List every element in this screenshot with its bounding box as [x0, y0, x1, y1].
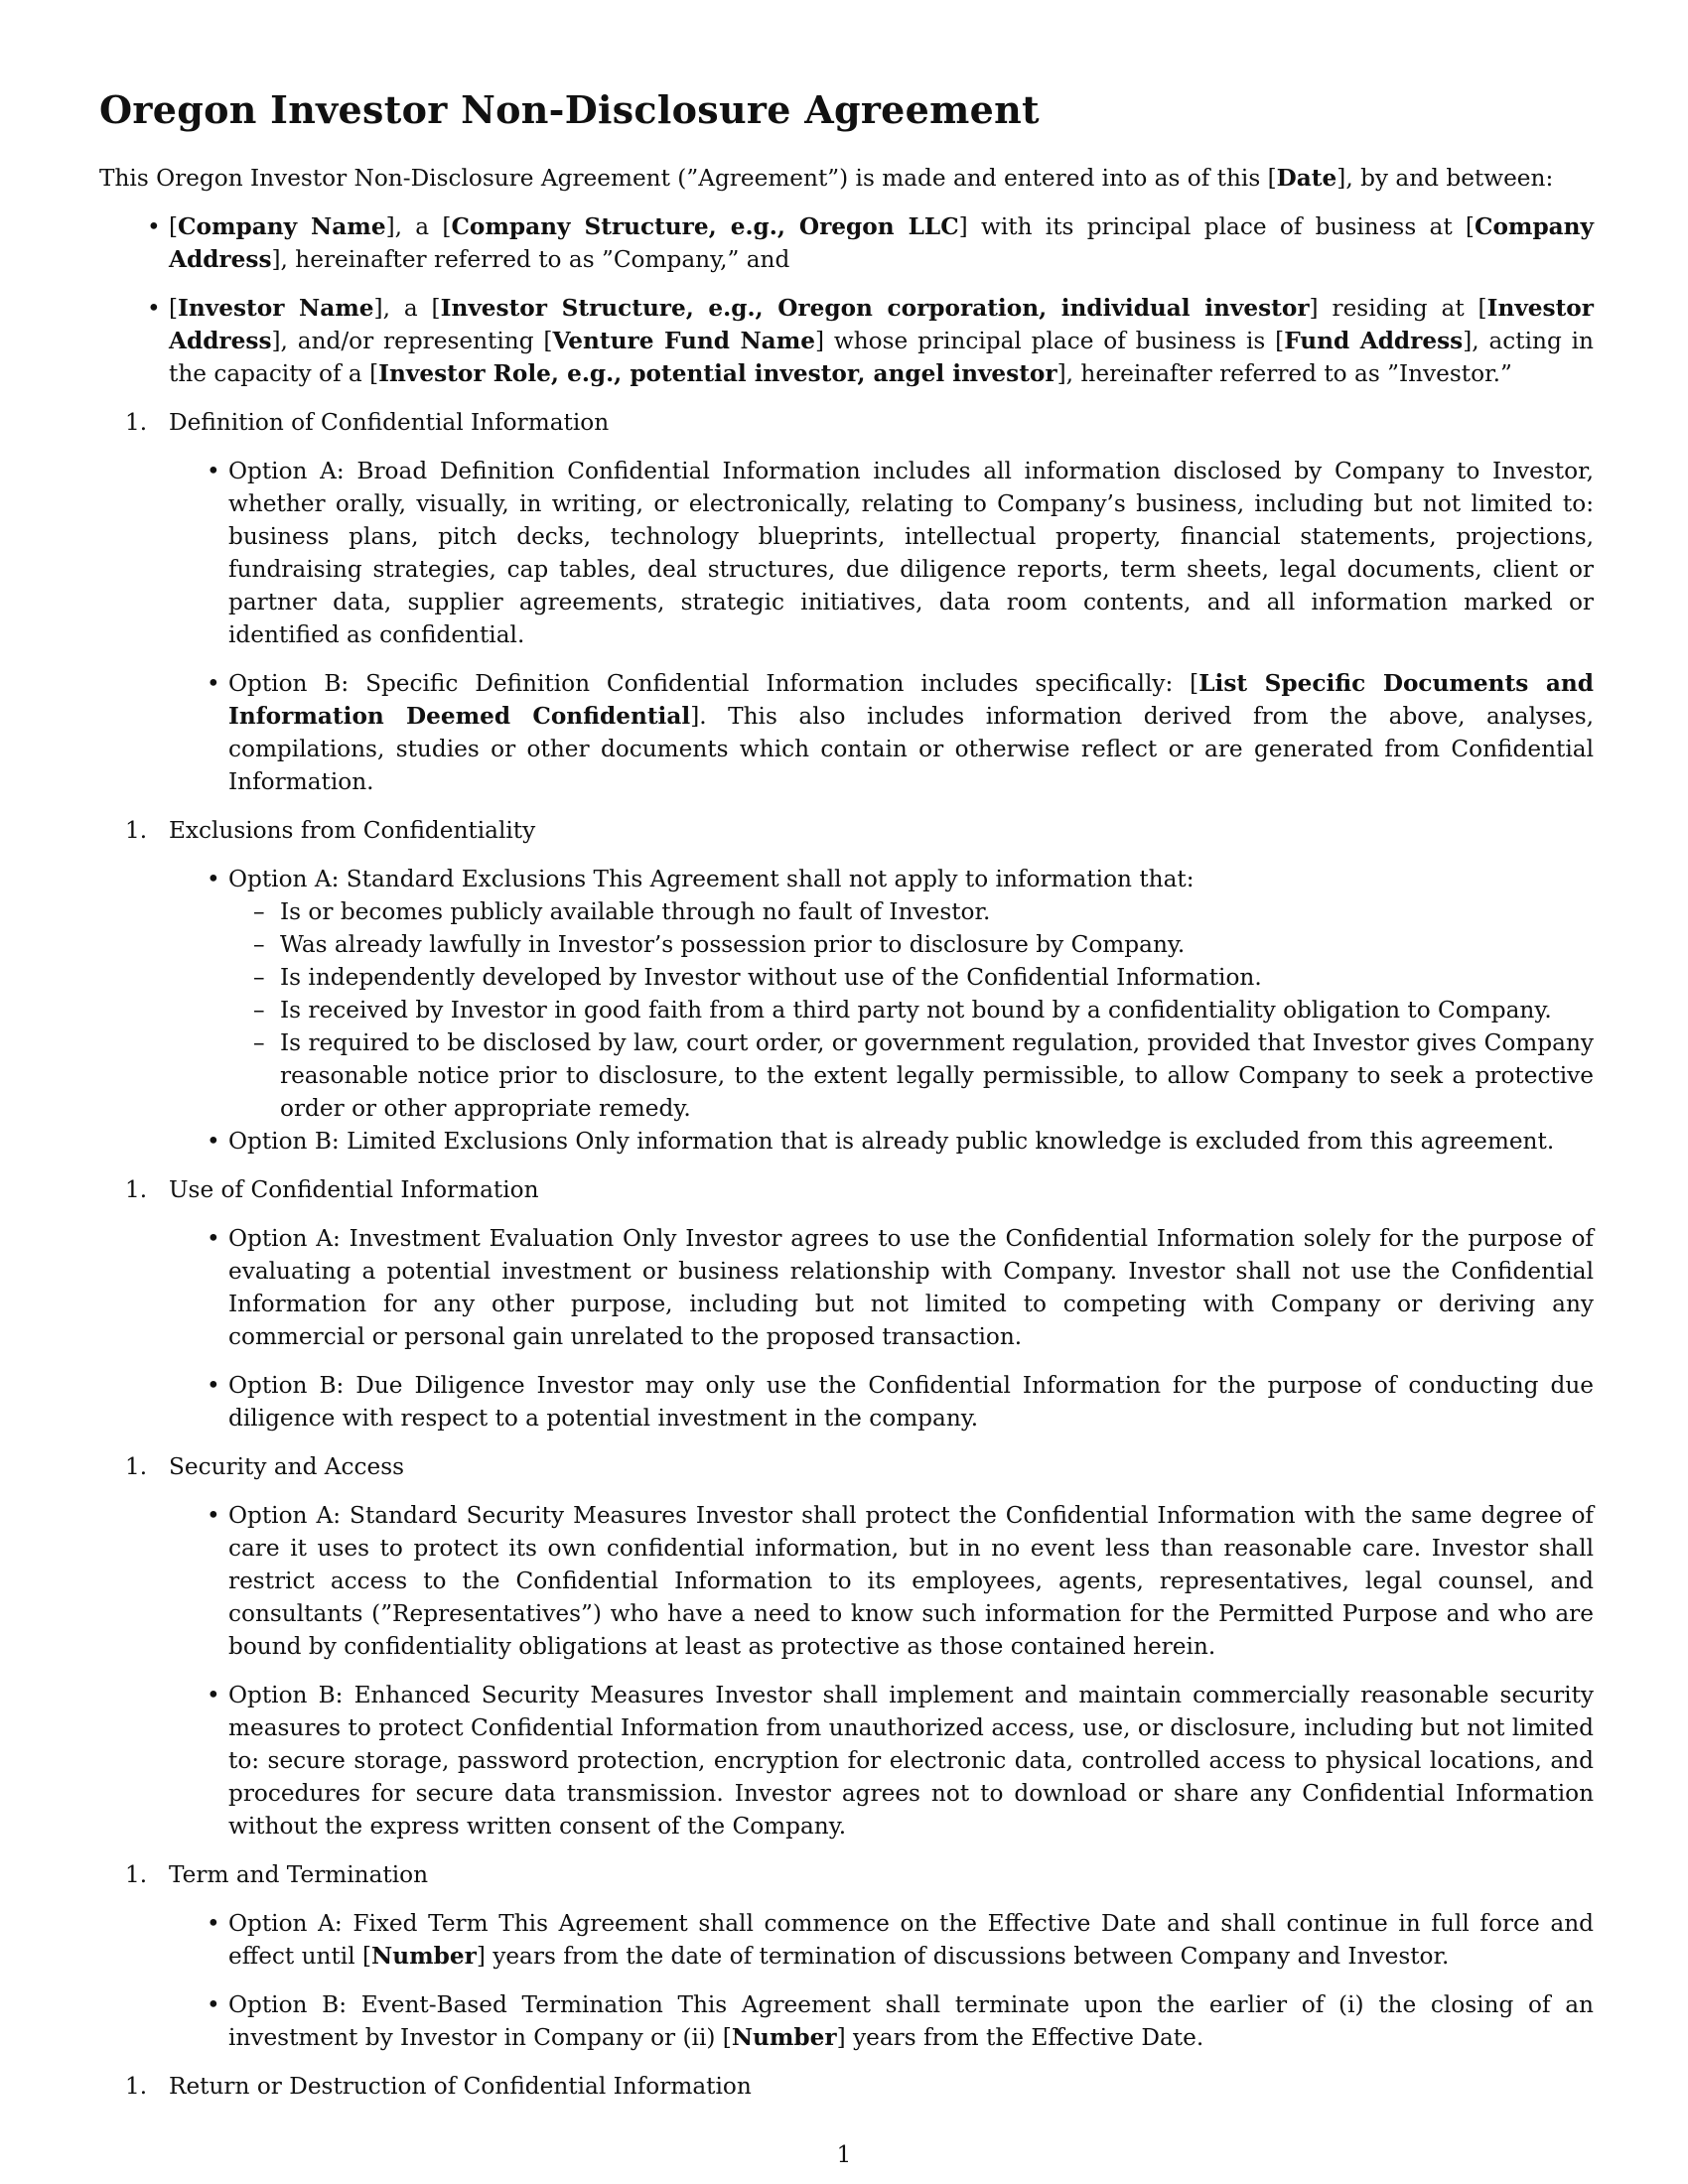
investor-address-placeholder: Investor Address [169, 295, 1594, 354]
exclusion-item: – Is or becomes publicly available through no fault of Investor. [280, 895, 1594, 928]
party-text: ], a [ [385, 213, 452, 240]
date-placeholder: Date [1276, 165, 1337, 192]
party-text: ], and/or representing [ [271, 328, 553, 354]
investor-structure-placeholder: Investor Structure, e.g., Oregon corporation, individual investor [440, 295, 1310, 322]
option-a-term [228, 1907, 1594, 1973]
party-company [169, 210, 1594, 276]
intro-text-end: ], by and between: [1336, 165, 1554, 192]
option-a-use: • Option A: Investment Evaluation Only Investor agrees to use the Confidential Information solely for the purpose of evaluating a potential investment or business relationship with Company. Investor shall not use the Confidential Information for any other purpose, including but not limited to competing with Company or deriving any commercial or personal gain unrelated to the proposed transaction. [228, 1222, 1594, 1353]
investor-role-placeholder: Investor Role, e.g., potential investor, angel investor [378, 360, 1057, 387]
option-text: ] years from the date of termination of discussions between Company and Investor. [476, 1943, 1450, 1970]
option-b-definition [228, 667, 1594, 798]
exclusion-item: – Was already lawfully in Investor’s possession prior to disclosure by Company. [280, 928, 1594, 961]
option-text: Option A: Standard Exclusions This Agreement shall not apply to information that: [228, 866, 1195, 892]
option-a-exclusions [228, 863, 1594, 1125]
party-text: ] with its principal place of business at [ [958, 213, 1475, 240]
section-title: Exclusions from Confidentiality [169, 817, 536, 844]
intro-text: This Oregon Investor Non-Disclosure Agreement (”Agreement”) is made and entered into as of this [ [99, 165, 1277, 192]
party-investor [169, 292, 1594, 390]
section-number: 1. [125, 2073, 148, 2100]
option-text: Option B: Event-Based Termination This Agreement shall terminate upon the earlier of (i) the closing of an investment by Investor in Company or (ii) [ [228, 1991, 1594, 2051]
option-b-security: • Option B: Enhanced Security Measures Investor shall implement and maintain commercially reasonable security measures to protect Confidential Information from unauthorized access, use, or disclosure, including but not limited to: secure storage, password protection, encryption for electronic data, controlled access to physical locations, and procedures for secure data transmission. Investor agrees not to download or share any Confidential Information without the express written consent of the Company. [228, 1679, 1594, 1843]
section-title: Security and Access [169, 1453, 405, 1480]
options-list-definition [99, 455, 1594, 798]
intro-paragraph [99, 162, 1594, 195]
company-address-placeholder: Company Address [169, 213, 1595, 273]
options-list-use [99, 1222, 1594, 1434]
section-heading-use [99, 1173, 1594, 1206]
exclusion-item: – Is independently developed by Investor without use of the Confidential Information. [280, 961, 1594, 994]
section-number: 1. [125, 409, 148, 436]
party-text: ] whose principal place of business is [ [815, 328, 1285, 354]
options-list-exclusions [99, 863, 1594, 1158]
number-placeholder: Number [371, 1943, 477, 1970]
party-text: ], hereinafter referred to as ”Company,” and [271, 246, 790, 273]
section-title: Term and Termination [169, 1861, 429, 1888]
section-number: 1. [125, 1453, 148, 1480]
section-title: Return or Destruction of Confidential Information [169, 2073, 752, 2100]
option-a-security: • Option A: Standard Security Measures Investor shall protect the Confidential Information with the same degree of care it uses to protect its own confidential information, but in no event less than reasonable care. Investor shall restrict access to the Confidential Information to its employees, agents, representatives, legal counsel, and consultants (”Representatives”) who have a need to know such information for the Permitted Purpose and who are bound by confidentiality obligations at least as protective as those contained herein. [228, 1499, 1594, 1663]
party-text: ], hereinafter referred to as ”Investor.” [1056, 360, 1512, 387]
exclusions-sublist [228, 895, 1594, 1125]
section-number: 1. [125, 1176, 148, 1203]
option-a-definition: • Option A: Broad Definition Confidential Information includes all information disclosed by Company to Investor, whether orally, visually, in writing, or electronically, relating to Company’s business, including but not limited to: business plans, pitch decks, technology blueprints, intellectual property, financial statements, projections, fundraising strategies, cap tables, deal structures, due diligence reports, term sheets, legal documents, client or partner data, supplier agreements, strategic initiatives, data room contents, and all information marked or identified as confidential. [228, 455, 1594, 651]
section-number: 1. [125, 1861, 148, 1888]
party-text: ], a [ [373, 295, 441, 322]
section-number: 1. [125, 817, 148, 844]
section-heading-definition [99, 406, 1594, 439]
page-number: 1 [836, 2142, 852, 2168]
option-text: ] years from the Effective Date. [836, 2024, 1204, 2051]
option-b-exclusions: • Option B: Limited Exclusions Only information that is already public knowledge is excluded from this agreement. [228, 1125, 1594, 1158]
option-b-term [228, 1988, 1594, 2054]
exclusion-item: – Is received by Investor in good faith from a third party not bound by a confidentiality obligation to Company. [280, 994, 1594, 1026]
option-b-use: • Option B: Due Diligence Investor may only use the Confidential Information for the purpose of conducting due diligence with respect to a potential investment in the company. [228, 1369, 1594, 1434]
section-title: Definition of Confidential Information [169, 409, 610, 436]
party-text: [ [169, 295, 179, 322]
document-body [99, 87, 1594, 2118]
option-text: ]. This also includes information derived from the above, analyses, compilations, studies or other documents which contain or otherwise reflect or are generated from Confidential Information. [228, 703, 1594, 795]
company-structure-placeholder: Company Structure, e.g., Oregon LLC [451, 213, 959, 240]
section-heading-exclusions [99, 814, 1594, 847]
document-title: Oregon Investor Non-Disclosure Agreement [99, 87, 1040, 132]
specific-docs-placeholder: List Specific Documents and Information Deemed Confidential [228, 670, 1594, 730]
number-placeholder: Number [731, 2024, 837, 2051]
party-text: ], acting in the capacity of a [ [169, 328, 1594, 387]
fund-name-placeholder: Venture Fund Name [552, 328, 815, 354]
party-text: [ [169, 213, 179, 240]
party-text: ] residing at [ [1309, 295, 1487, 322]
section-heading-return [99, 2070, 1594, 2103]
option-text: Option B: Specific Definition Confidential Information includes specifically: [ [228, 670, 1199, 697]
option-text: Option A: Fixed Term This Agreement shall commence on the Effective Date and shall continue in full force and effect until [ [228, 1910, 1594, 1970]
company-name-placeholder: Company Name [178, 213, 386, 240]
investor-name-placeholder: Investor Name [178, 295, 374, 322]
fund-address-placeholder: Fund Address [1284, 328, 1464, 354]
section-heading-security [99, 1450, 1594, 1483]
options-list-term [99, 1907, 1594, 2054]
parties-list [99, 210, 1594, 390]
exclusion-item: – Is required to be disclosed by law, court order, or government regulation, provided that Investor gives Company reasonable notice prior to disclosure, to the extent legally permissible, to allow Company to seek a protective order or other appropriate remedy. [280, 1026, 1594, 1125]
section-heading-term [99, 1858, 1594, 1891]
options-list-security [99, 1499, 1594, 1843]
section-title: Use of Confidential Information [169, 1176, 539, 1203]
